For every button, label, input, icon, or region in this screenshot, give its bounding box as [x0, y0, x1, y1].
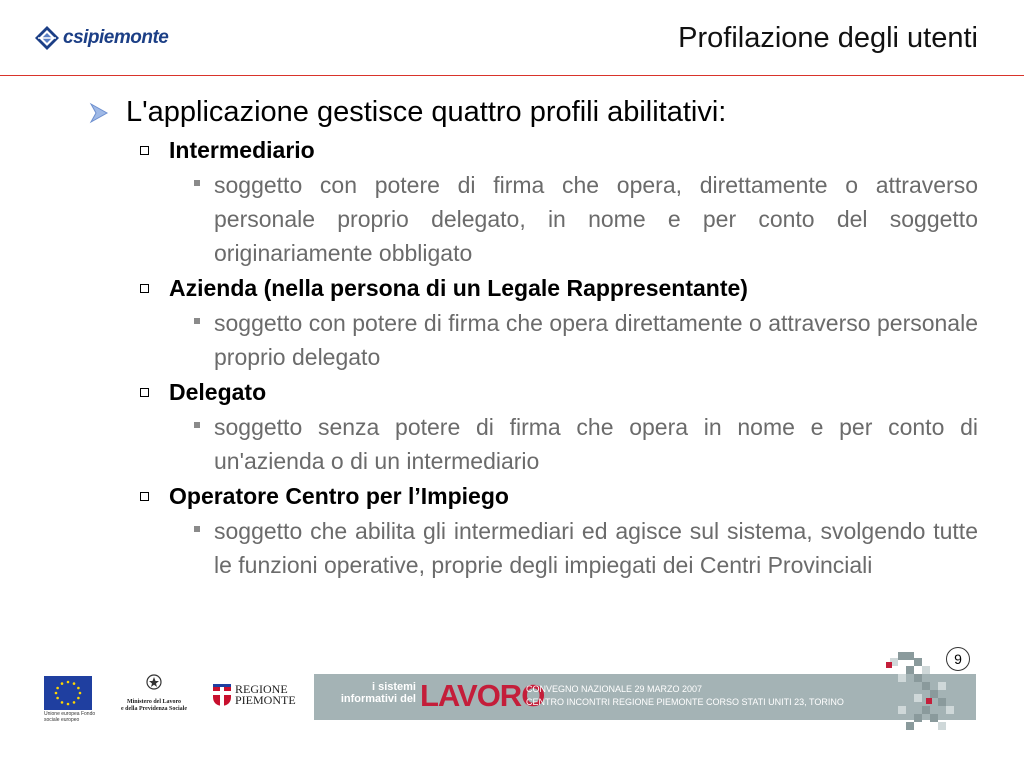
banner-right-line2: CENTRO INCONTRI REGIONE PIEMONTE CORSO STATI UNITI 23, TORINO [526, 697, 844, 707]
slide-title: Profilazione degli utenti [678, 22, 978, 54]
ministero-logo [114, 672, 194, 713]
profile-name: Delegato [169, 379, 267, 405]
square-bullet-icon [194, 318, 200, 324]
ministero-line1: Ministero del Lavoro [126, 699, 182, 705]
eu-flag-icon [44, 676, 92, 710]
profile-description [194, 514, 980, 582]
eu-caption: Unione europea Fondo sociale europeo [44, 711, 96, 723]
page-number: 9 [946, 647, 970, 671]
intro-text: L'applicazione gestisce quattro profili abilitativi: [126, 96, 727, 128]
banner-brand: LAVORO [420, 678, 545, 713]
profile-heading [140, 480, 980, 512]
title-divider [0, 75, 1024, 76]
logo-suffix: piemonte [87, 27, 169, 48]
regione-piemonte-logo [212, 683, 296, 707]
profile-heading [140, 376, 980, 408]
arrow-bullet-icon [88, 102, 110, 124]
profile-description [194, 306, 980, 374]
profile-description-text: soggetto con potere di firma che opera direttamente o attraverso personale proprio delegato [214, 310, 978, 370]
csi-diamond-icon [34, 25, 60, 51]
csipiemonte-logo [34, 25, 168, 51]
profile-name: Operatore Centro per l’Impiego [169, 483, 509, 509]
square-outline-bullet-icon [140, 388, 149, 397]
profile-description [194, 410, 980, 478]
ministero-line2: e della Previdenza Sociale [120, 706, 188, 712]
profile-description [194, 168, 980, 270]
square-outline-bullet-icon [140, 284, 149, 293]
intro-bullet [88, 92, 980, 132]
profile-heading [140, 134, 980, 166]
banner-left-line1: i sistemi [371, 681, 416, 693]
banner-right-line1: CONVEGNO NAZIONALE 29 MARZO 2007 [526, 684, 703, 694]
pixel-map-decoration-icon [880, 648, 976, 738]
square-bullet-icon [194, 422, 200, 428]
lavoro-banner [314, 674, 976, 720]
profile-description-text: soggetto con potere di firma che opera, direttamente o attraverso personale proprio delegato, in nome e per conto del soggetto originariamente obbligato [214, 172, 978, 266]
regione-line2: PIEMONTE [235, 693, 296, 707]
regione-line1: REGIONE [235, 682, 288, 696]
piemonte-crest-icon [212, 683, 232, 707]
banner-left-line2: informativi del [340, 693, 416, 705]
italian-emblem-icon [145, 672, 163, 692]
profile-description-text: soggetto senza potere di firma che opera in nome e per conto di un'azienda o di un intermediario [214, 414, 978, 474]
profile-heading [140, 272, 980, 304]
square-outline-bullet-icon [140, 492, 149, 501]
square-bullet-icon [194, 526, 200, 532]
square-bullet-icon [194, 180, 200, 186]
square-outline-bullet-icon [140, 146, 149, 155]
profile-name: Intermediario [169, 137, 315, 163]
slide-content [88, 92, 980, 582]
profile-name: Azienda (nella persona di un Legale Rappresentante) [169, 275, 748, 301]
logo-prefix: csi [63, 27, 88, 48]
profile-description-text: soggetto che abilita gli intermediari ed agisce sul sistema, svolgendo tutte le funzioni operative, proprie degli impiegati dei Centri Provinciali [214, 518, 978, 578]
